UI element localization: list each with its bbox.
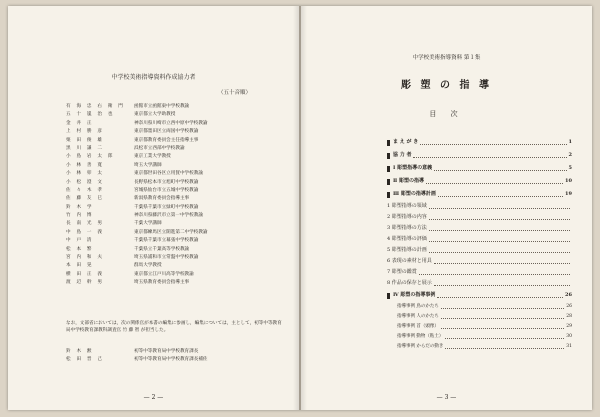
toc-entry-page: 26 — [565, 292, 572, 298]
toc-entry — [387, 322, 572, 332]
member-row — [66, 162, 286, 170]
member-row — [66, 279, 286, 287]
section-marker-icon — [387, 166, 390, 172]
toc-leader-dots — [426, 180, 563, 184]
table-of-contents — [387, 136, 572, 352]
toc-entry — [387, 234, 572, 245]
member-row — [66, 237, 286, 245]
member-row — [66, 195, 286, 203]
member-name: 上 村 勝 彦 — [66, 129, 105, 135]
left-page — [8, 6, 299, 410]
member-affiliation: 新潟県教育委員会指導主事 — [134, 196, 190, 202]
member-row — [66, 254, 286, 262]
toc-entry — [387, 223, 572, 234]
toc-leader-dots — [445, 335, 564, 339]
toc-leader-dots — [419, 271, 570, 275]
toc-leader-dots — [429, 227, 570, 231]
member-row — [66, 179, 286, 187]
toc-entry-page: 2 — [568, 152, 572, 158]
page-number-left: — 2 — — [143, 394, 164, 401]
toc-entry-page: 28 — [566, 313, 572, 319]
member-name: 佐 々 木 孝 — [66, 187, 105, 193]
member-name: 五 十 嵐 治 也 — [66, 112, 115, 118]
member-row — [66, 262, 286, 270]
member-row — [66, 111, 286, 119]
member-affiliation: 埼玉大学講師 — [134, 162, 162, 168]
member-affiliation: 千葉大学講師 — [134, 221, 162, 227]
toc-entry-label: 8 作品の保存と展示 — [387, 280, 432, 286]
toc-leader-dots — [429, 216, 570, 220]
member-affiliation: 東京都練馬区立開進第二中学校教諭 — [134, 229, 208, 235]
member-affiliation: 千葉県千葉市立緑町中学校教諭 — [134, 204, 199, 210]
toc-entry — [387, 175, 572, 188]
toc-leader-dots — [413, 154, 566, 158]
toc-entry — [387, 267, 572, 278]
toc-entry-label: 指導事例 人のかたち — [397, 313, 439, 319]
toc-entry-label: 指導事例 鳥のかたち — [397, 303, 439, 309]
editorial-note: なお，文部省においては，次の関係官が本書の編集に参画し，編集については，主として，初等中等教育局中学校教育課教科調査官 竹 藤 智 が担当した。 — [66, 321, 282, 334]
member-row — [66, 271, 286, 279]
member-row — [66, 153, 286, 161]
toc-entry-label: Ⅳ 彫塑の指導事例 — [393, 292, 436, 298]
toc-entry-label: 協 力 者 — [393, 152, 412, 158]
member-affiliation: 初等中等教育局中学校教育課長 — [134, 349, 199, 354]
toc-entry-label: 指導事例 動物（粘土） — [397, 333, 444, 339]
member-affiliation: 浜松市立西部中学校教諭 — [134, 145, 185, 151]
toc-leader-dots — [429, 249, 570, 253]
member-name: 松 田 晋 己 — [66, 357, 105, 363]
toc-entry-page: 29 — [566, 323, 572, 329]
member-affiliation: 神奈川県川崎市立西中原中学校教諭 — [134, 120, 208, 126]
member-name: 竹 内 博 — [66, 213, 94, 219]
toc-entry-page: 1 — [568, 139, 572, 145]
toc-entry — [387, 201, 572, 212]
member-affiliation: 東京都立江戸川高等学校教諭 — [134, 271, 194, 277]
section-marker-icon — [387, 192, 390, 198]
member-name: 長 南 光 男 — [66, 221, 105, 227]
member-affiliation: 東京工業大学教授 — [134, 154, 171, 160]
toc-entry-label: 2 彫塑指導の内容 — [387, 214, 427, 220]
toc-entry-label: 指導事例 首（頭像） — [397, 323, 439, 329]
member-affiliation: 東京都世田谷区立用賀中学校教諭 — [134, 171, 203, 177]
toc-entry — [387, 162, 572, 175]
member-name: 小 林 卯 太 — [66, 171, 105, 177]
member-name: 鈴 木 勲 — [66, 349, 94, 354]
member-name: 黒 川 謙 二 — [66, 145, 105, 151]
toc-entry — [387, 212, 572, 223]
toc-entry-page: 31 — [566, 343, 572, 349]
collaborators-title: 中学校美術指導資料作成協力者 — [111, 74, 196, 81]
toc-leader-dots — [420, 141, 566, 145]
member-name: 小 林 善 寛 — [66, 162, 105, 168]
member-affiliation: 神奈川県藤沢市立第一中学校教諭 — [134, 213, 203, 219]
toc-entry-label: 1 彫塑指導の領域 — [387, 203, 427, 209]
toc-leader-dots — [434, 282, 570, 286]
member-affiliation: 千葉県千葉市立幕張中学校教諭 — [134, 238, 199, 244]
toc-leader-dots — [441, 315, 564, 319]
section-marker-icon — [387, 179, 390, 185]
member-name: 本 田 晃 — [66, 263, 94, 269]
toc-heading: 目 次 — [429, 110, 464, 118]
toc-entry-label: 6 表現の素材と用具 — [387, 258, 432, 264]
toc-entry — [387, 332, 572, 342]
toc-entry — [387, 289, 572, 302]
member-affiliation: 東京都教育委員会主任指導主事 — [134, 137, 199, 143]
member-name: 有 海 忠 右 衛 門 — [66, 104, 126, 109]
toc-leader-dots — [445, 345, 564, 349]
book-spread — [8, 6, 592, 410]
toc-entry — [387, 312, 572, 322]
member-row — [66, 170, 286, 178]
toc-entry — [387, 342, 572, 352]
member-name: 宮 内 和 夫 — [66, 255, 105, 261]
toc-leader-dots — [434, 167, 566, 171]
toc-leader-dots — [441, 305, 564, 309]
page-number-right: — 3 — — [436, 394, 457, 401]
member-row — [66, 145, 286, 153]
toc-entry — [387, 302, 572, 312]
toc-entry-label: 4 彫塑指導の評価 — [387, 236, 427, 242]
member-name: 佐 藤 友 巳 — [66, 196, 105, 202]
toc-leader-dots — [429, 238, 570, 242]
member-name: 中 島 一 義 — [66, 229, 105, 235]
toc-entry-page: 30 — [566, 333, 572, 339]
toc-entry-page: 5 — [568, 165, 572, 171]
member-row — [66, 103, 286, 111]
toc-entry-label: 5 彫塑指導の計画 — [387, 247, 427, 253]
toc-entry — [387, 278, 572, 289]
member-row — [66, 356, 286, 364]
member-name: 栗 田 俊 雄 — [66, 137, 105, 143]
member-name: 渡 辺 幹 男 — [66, 280, 105, 286]
member-row — [66, 348, 286, 356]
member-name: 小 島 岩 太 郎 — [66, 154, 115, 160]
member-row — [66, 128, 286, 136]
member-name: 横 田 正 義 — [66, 271, 105, 277]
member-name: 小 松 澄 文 — [66, 179, 105, 185]
toc-entry — [387, 256, 572, 267]
toc-entry-label: Ⅰ 彫塑指導の意義 — [393, 165, 433, 171]
member-row — [66, 120, 286, 128]
collaborators-subtitle: （五十音順） — [218, 90, 252, 96]
toc-leader-dots — [437, 294, 563, 298]
member-name: 鈴 木 学 — [66, 204, 94, 210]
toc-entry — [387, 149, 572, 162]
collaborators-list — [66, 103, 286, 288]
member-affiliation: 東京都立大学助教授 — [134, 112, 176, 118]
member-affiliation: 初等中等教育局中学校教育課長補佐 — [134, 357, 208, 363]
toc-entry-label: 7 彫塑の鑑賞 — [387, 269, 417, 275]
member-affiliation: 埼玉県浦和市立常盤中学校教諭 — [134, 255, 199, 261]
ministry-officials-list — [66, 348, 286, 365]
member-name: 金 井 正 — [66, 120, 94, 126]
toc-entry — [387, 245, 572, 256]
member-row — [66, 229, 286, 237]
section-marker-icon — [387, 293, 390, 299]
toc-leader-dots — [429, 205, 570, 209]
member-affiliation: 東京都墨田区立両国中学校教諭 — [134, 129, 199, 135]
series-title: 中学校美術指導資料 第１集 — [412, 55, 481, 61]
toc-entry-label: 指導事例 からだの動き — [397, 343, 444, 349]
member-row — [66, 137, 286, 145]
toc-leader-dots — [441, 325, 564, 329]
toc-entry-label: Ⅱ 彫塑の指導 — [393, 178, 424, 184]
toc-entry-label: 3 彫塑指導の方法 — [387, 225, 427, 231]
book-title: 彫 塑 の 指 導 — [401, 80, 492, 91]
member-row — [66, 187, 286, 195]
member-row — [66, 204, 286, 212]
member-affiliation: 埼玉県教育委員会指導主事 — [134, 280, 190, 286]
toc-leader-dots — [434, 260, 570, 264]
toc-entry-page: 26 — [566, 303, 572, 309]
toc-entry — [387, 136, 572, 149]
member-name: 中 戸 清 — [66, 238, 94, 244]
member-row — [66, 246, 286, 254]
section-marker-icon — [387, 153, 390, 159]
toc-entry — [387, 188, 572, 201]
member-affiliation: 群馬大学教授 — [134, 263, 162, 269]
toc-entry-page: 19 — [565, 191, 572, 197]
toc-entry-label: Ⅲ 彫塑の指導計画 — [393, 191, 436, 197]
toc-leader-dots — [438, 193, 563, 197]
member-row — [66, 220, 286, 228]
toc-entry-label: ま え が き — [393, 139, 419, 145]
member-affiliation: 函館市立函館東中学校教諭 — [134, 104, 190, 109]
member-row — [66, 212, 286, 220]
section-marker-icon — [387, 140, 390, 146]
member-affiliation: 長野県松本市立旭町中学校教諭 — [134, 179, 199, 185]
toc-entry-page: 10 — [565, 178, 572, 184]
member-affiliation: 宮城県仙台市立五城中学校教諭 — [134, 187, 199, 193]
right-page — [301, 6, 592, 410]
member-name: 松 本 繁 — [66, 246, 94, 252]
member-affiliation: 千葉県立千葉高等学校教諭 — [134, 246, 190, 252]
